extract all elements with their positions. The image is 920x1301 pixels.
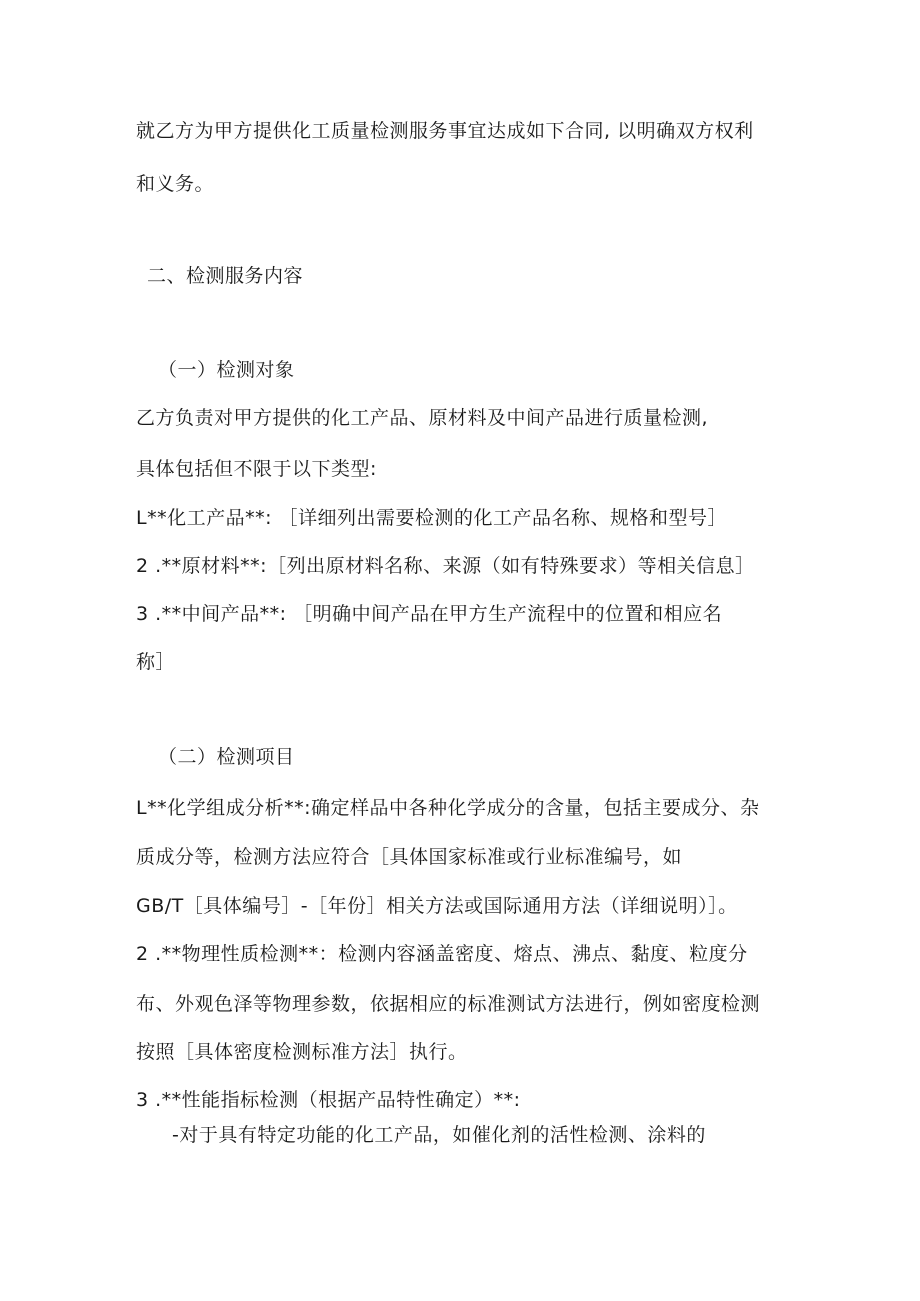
- list-item-raw-materials: 2 .**原材料**:［列出原材料名称、来源（如有特殊要求）等相关信息］: [136, 555, 755, 577]
- intro-line-1: 就乙方为甲方提供化工质量检测服务事宜达成如下合同, 以明确双方权利: [136, 120, 754, 142]
- list-item-chemical-composition: L**化学组成分析**:确定样品中各种化学成分的含量，包括主要成分、杂: [136, 797, 760, 819]
- list-item-continuation: GB/T［具体编号］-［年份］相关方法或国际通用方法（详细说明）］。: [136, 895, 738, 917]
- list-item-continuation: -对于具有特定功能的化工产品，如催化剂的活性检测、涂料的: [172, 1124, 706, 1146]
- list-item-physical-properties: 2 .**物理性质检测**：检测内容涵盖密度、熔点、沸点、黏度、粒度分: [136, 943, 748, 965]
- list-item-continuation: 布、外观色泽等物理参数，依据相应的标准测试方法进行，例如密度检测: [136, 993, 761, 1015]
- list-item-continuation: 称］: [136, 651, 176, 673]
- intro-line-2: 和义务。: [136, 173, 215, 195]
- section-heading-inspection-content: 二、检测服务内容: [147, 265, 304, 287]
- list-item-continuation: 质成分等，检测方法应符合［具体国家标准或行业标准编号，如: [136, 846, 683, 868]
- paragraph-line: 具体包括但不限于以下类型:: [136, 458, 377, 480]
- list-item-chemical-products: L**化工产品**: ［详细列出需要检测的化工产品名称、规格和型号］: [136, 507, 728, 529]
- subsection-heading-inspection-items: （二）检测项目: [158, 746, 295, 768]
- list-item-intermediate-products: 3 .**中间产品**: ［明确中间产品在甲方生产流程中的位置和相应名: [136, 603, 723, 625]
- subsection-heading-inspection-object: （一）检测对象: [158, 359, 295, 381]
- list-item-continuation: 按照［具体密度检测标准方法］执行。: [136, 1041, 468, 1063]
- paragraph-line: 乙方负责对甲方提供的化工产品、原材料及中间产品进行质量检测,: [136, 407, 709, 429]
- list-item-performance-indicators: 3 .**性能指标检测（根据产品特性确定）**:: [136, 1089, 521, 1111]
